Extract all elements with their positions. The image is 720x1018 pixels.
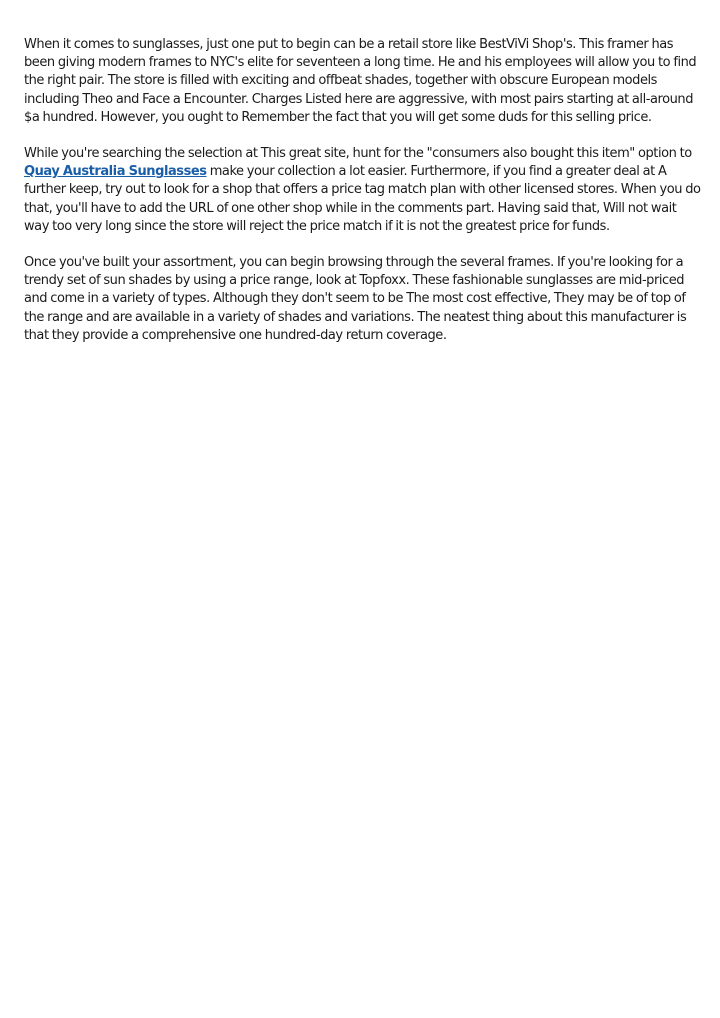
paragraph-2 [24, 145, 702, 236]
paragraph-2-text-end: make your collection a lot easier. Furthermore, if you find a greater deal at A further keep, try out to look for a shop that offers a price tag match plan with other licensed stores. When you do that, you'll have to add the URL of one other shop while in the comments part. Having said that, Will not wait way too very long since the store will reject the price match if it is not the greatest price for funds. [24, 164, 701, 234]
paragraph-3: Once you've built your assortment, you can begin browsing through the several frames. If you're looking for a trendy set of sun shades by using a price range, look at Topfoxx. These fashionable sunglasses are mid-priced and come in a variety of types. Although they don't seem to be The most cost effective, They may be of top of the range and are available in a variety of shades and variations. The neatest thing about this manufacturer is that they provide a comprehensive one hundred-day return coverage. [24, 255, 687, 343]
paragraph-1: When it comes to sunglasses, just one put to begin can be a retail store like BestViVi Shop's. This framer has been giving modern frames to NYC's elite for seventeen a long time. He and his employees will allow you to find the right pair. The store is filled with exciting and offbeat shades, together with obscure European models including Theo and Face a Encounter. Charges Listed here are aggressive, with most pairs starting at all-around $a hundred. However, you ought to Remember the fact that you will get some duds for this selling price. [24, 37, 697, 125]
document-body [24, 36, 702, 363]
quay-australia-sunglasses-link[interactable]: Quay Australia Sunglasses [24, 164, 207, 180]
paragraph-2-text-start: While you're searching the selection at This great site, hunt for the "consumers also bought this item" option to [24, 146, 692, 162]
